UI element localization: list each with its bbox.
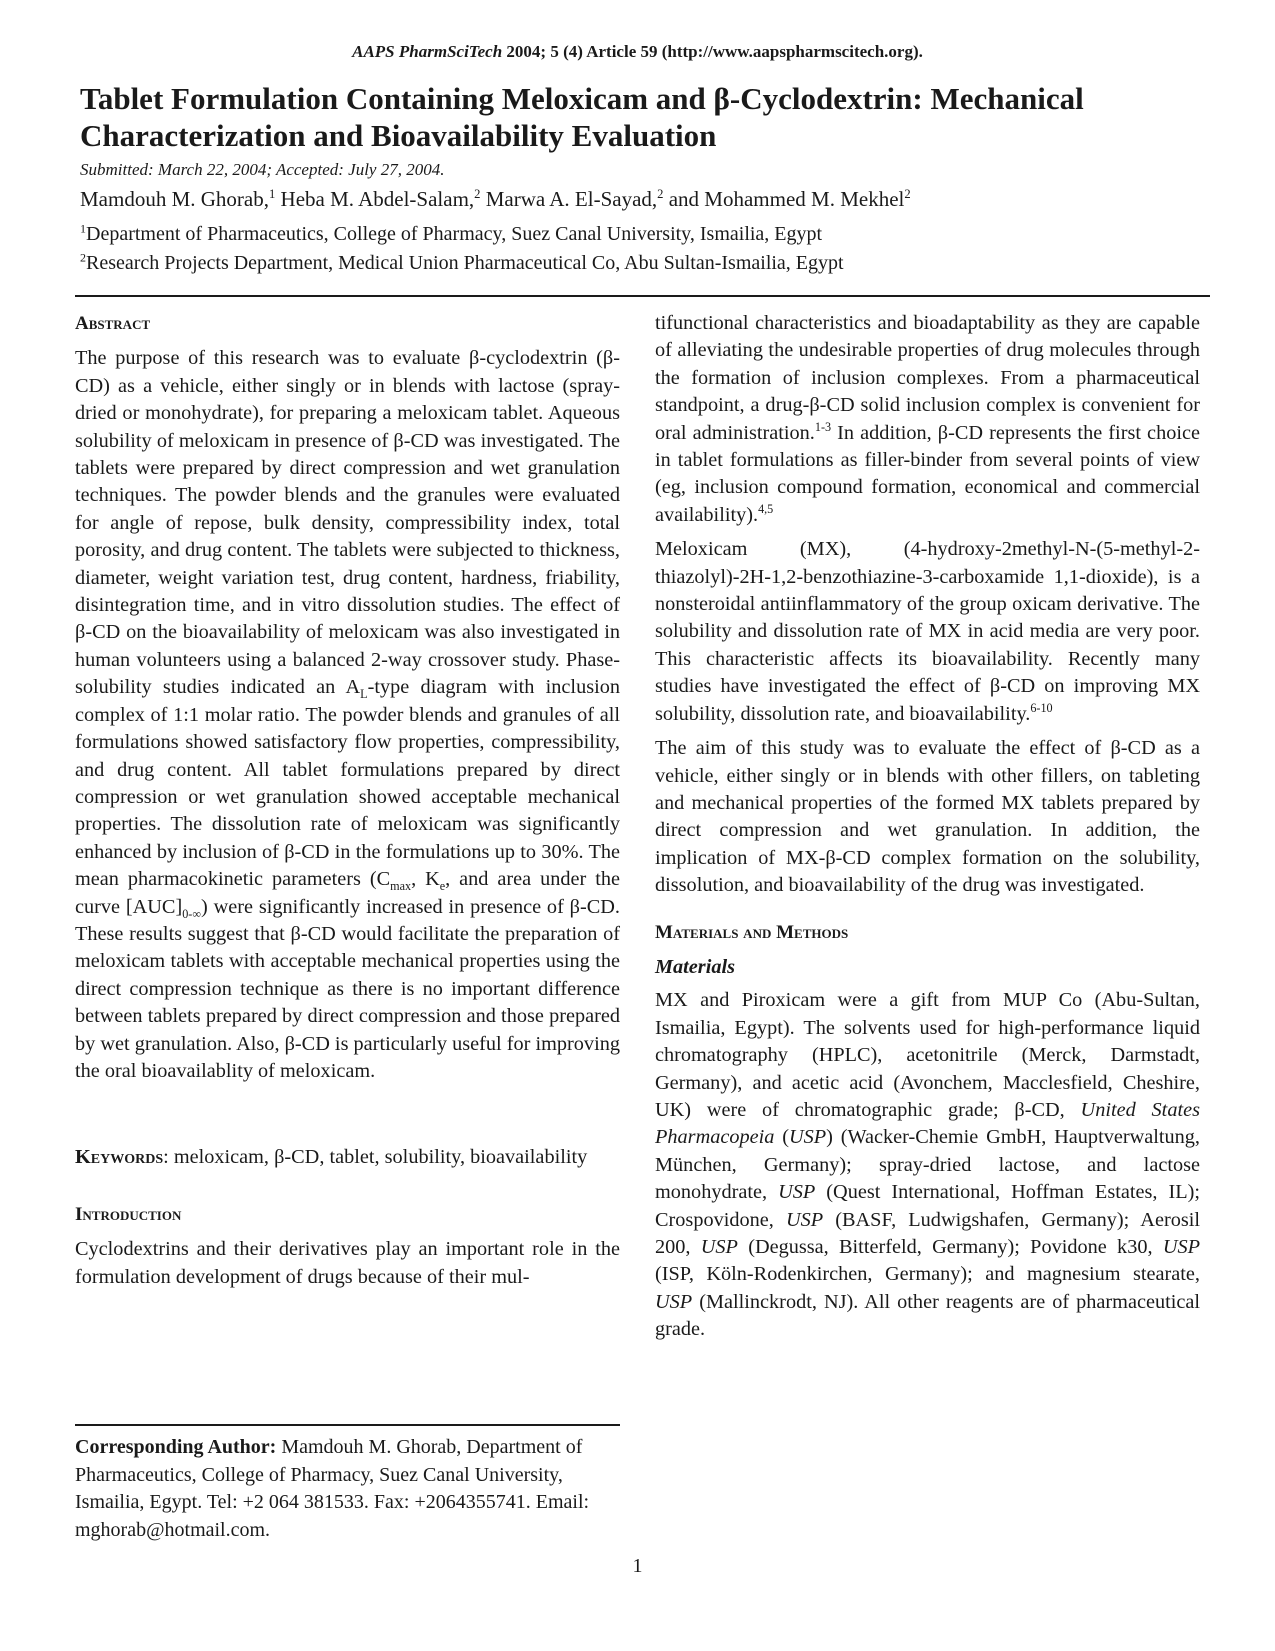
italic-term: USP bbox=[655, 1290, 693, 1313]
intro-text: tifunctional characteristics and bioadaptability as they are capable of alleviating the undesirable properties of drug molecules through the formation of inclusion complexes. From a pharmaceutical standpoint, a drug-β-CD solid inclusion complex is convenient for oral administration. bbox=[655, 312, 1200, 444]
intro-text: Meloxicam (MX), (4-hydroxy-2methyl-N-(5-methyl-2-thiazolyl)-2H-1,2-benzothiazine-3-carboxamide 1,1-dioxide), is a nonsteroidal antiinflammatory of the group oxicam derivative. The solubility and dissolution rate of MX in acid media are very poor. This characteristic affects its bioavailability. Recently many studies have investigated the effect of β-CD on improving MX solubility, dissolution rate, and bioavailability. bbox=[655, 538, 1200, 725]
page-number: 1 bbox=[632, 1555, 643, 1577]
spacer bbox=[75, 1179, 620, 1201]
spacer bbox=[75, 1092, 620, 1144]
corresponding-author-footnote bbox=[75, 1424, 620, 1544]
affiliation-mark: 2 bbox=[80, 250, 86, 265]
italic-term: USP bbox=[700, 1236, 738, 1258]
materials-subheading: Materials bbox=[655, 955, 736, 978]
intro-text: In addition, β-CD represents the first choice in tablet formulations as filler-binder from several points of view (eg, inclusion compound formation, economical and commercial availability). bbox=[655, 421, 1200, 526]
keywords-text: : meloxicam, β-CD, tablet, solubility, bioavailability bbox=[163, 1146, 588, 1169]
italic-term: USP bbox=[785, 1208, 824, 1231]
introduction-paragraph-2 bbox=[655, 536, 1200, 728]
left-column bbox=[75, 310, 620, 1298]
citation-ref: 6-10 bbox=[1030, 700, 1053, 715]
abstract-text: -type diagram with inclusion complex of 1:1 molar ratio. The powder blends and granules of all formulations showed satisfactory flow properties, compressibility, and drug content. All tablet formulations prepared by direct compression or wet granulation showed acceptable mechanical properties. The dissolution rate of meloxicam was significantly enhanced by inclusion of β-CD in the formulations up to 30%. The mean pharmacokinetic parameters (C bbox=[75, 676, 621, 891]
introduction-paragraph-3: The aim of this study was to evaluate the effect of β-CD as a vehicle, either singly or in blends with other fillers, on tableting and mechanical properties of the formed MX tablets prepared by direct compression and wet granulation. In addition, the implication of MX-β-CD complex formation on the solubility, dissolution, and bioavailability of the drug was investigated. bbox=[655, 737, 1200, 897]
subscript: e bbox=[439, 879, 446, 894]
author-list bbox=[80, 187, 911, 212]
methods-text: MX and Piroxicam were a gift from MUP Co (Abu-Sultan, Ismailia, Egypt). The solvents used for high-performance liquid chromatography (HPLC), acetonitrile (Merck, Darmstadt, Germany), and acetic acid (Avonchem, Macclesfield, Cheshire, UK) were of chromatographic grade; β-CD, bbox=[655, 989, 1200, 1121]
italic-term: USP bbox=[778, 1181, 816, 1204]
abstract-text: , K bbox=[411, 868, 440, 891]
italic-term: USP bbox=[788, 1126, 827, 1149]
author-affiliation-mark: 1 bbox=[268, 187, 276, 201]
methods-text: (Quest International, Hoffman Estates, IL); Crospovidone, bbox=[655, 1181, 1200, 1231]
methods-text: (BASF, Ludwigshafen, Germany); Aerosil 200, bbox=[655, 1208, 1200, 1258]
italic-term: USP bbox=[1162, 1236, 1201, 1258]
affiliation-text: Department of Pharmaceutics, College of Pharmacy, Suez Canal University, Ismailia, Egypt bbox=[86, 223, 823, 245]
citation-ref: 4,5 bbox=[758, 502, 774, 517]
abstract-text: ) were significantly increased in presence of β-CD. These results suggest that β-CD would facilitate the preparation of meloxicam tablets with acceptable mechanical properties using the direct compression technique as there is no important difference between tablets prepared by direct compression and those prepared by wet granulation. Also, β-CD is particularly useful for improving the oral bioavailablity of meloxicam. bbox=[75, 895, 620, 1082]
abstract-text: , and area under the curve [AUC] bbox=[75, 868, 620, 918]
introduction-paragraph-start: Cyclodextrins and their derivatives play an important role in the formulation development of drugs because of their mul- bbox=[75, 1238, 620, 1288]
subscript: L bbox=[360, 687, 368, 702]
methods-text: ( bbox=[774, 1126, 789, 1149]
affiliation-text: Research Projects Department, Medical Union Pharmaceutical Co, Abu Sultan-Ismailia, Egypt bbox=[86, 252, 844, 274]
abstract-text: The purpose of this research was to evaluate β-cyclodextrin (β-CD) as a vehicle, either singly or in blends with lactose (spray-dried or monohydrate), for preparing a meloxicam tablet. Aqueous solubility of meloxicam in presence of β-CD was investigated. The tablets were prepared by direct compression and wet granulation techniques. The powder blends and the granules were evaluated for angle of repose, bulk density, compressibility index, total porosity, and drug content. The tablets were subjected to thickness, diameter, weight variation test, drug content, hardness, friability, disintegration time, and in vitro dissolution studies. The effect of β-CD on the bioavailability of meloxicam was also investigated in human volunteers using a balanced 2-way crossover study. Phase-solubility studies indicated an A bbox=[75, 347, 620, 699]
submission-dates: Submitted: March 22, 2004; Accepted: July 27, 2004. bbox=[80, 160, 445, 179]
introduction-paragraph-cont bbox=[655, 310, 1200, 529]
paper-title: Tablet Formulation Containing Meloxicam and β-Cyclodextrin: Mechanical Characterization and Bioavailability Evaluation bbox=[80, 81, 1084, 153]
journal-header bbox=[0, 42, 1275, 62]
citation-ref: 1-3 bbox=[814, 419, 832, 434]
materials-paragraph bbox=[655, 987, 1200, 1343]
abstract-paragraph bbox=[75, 345, 620, 1085]
methods-text: (ISP, Köln-Rodenkirchen, Germany); and magnesium stearate, bbox=[655, 1263, 1200, 1286]
author-name: Heba M. Abdel-Salam, bbox=[275, 187, 475, 211]
corresponding-author-label: Corresponding Author: bbox=[75, 1436, 277, 1458]
author-affiliation-mark: 2 bbox=[657, 187, 664, 201]
affiliation-1 bbox=[80, 223, 822, 246]
journal-name: AAPS PharmSciTech bbox=[352, 42, 503, 61]
journal-citation: 2004; 5 (4) Article 59 (http://www.aapspharmscitech.org). bbox=[502, 42, 923, 61]
header-divider bbox=[75, 295, 1210, 297]
author-name: Marwa A. El-Sayad, bbox=[480, 187, 658, 211]
abstract-heading: Abstract bbox=[75, 313, 151, 334]
keywords bbox=[75, 1144, 620, 1171]
methods-text: (Degussa, Bitterfeld, Germany); Povidone k30, bbox=[737, 1236, 1163, 1258]
introduction-heading: Introduction bbox=[75, 1203, 182, 1225]
author-name: Mamdouh M. Ghorab, bbox=[80, 187, 269, 211]
methods-text: (Mallinckrodt, NJ). All other reagents are of pharmaceutical grade. bbox=[655, 1290, 1200, 1341]
keywords-label: Keywords bbox=[75, 1146, 164, 1169]
subscript: max bbox=[390, 879, 412, 894]
author-affiliation-mark: 2 bbox=[904, 187, 911, 201]
right-column bbox=[655, 310, 1200, 1351]
affiliation-mark: 1 bbox=[80, 221, 86, 236]
italic-term: United States Pharmacopeia bbox=[655, 1098, 1200, 1149]
author-affiliation-mark: 2 bbox=[474, 187, 481, 201]
methods-text: ) (Wacker-Chemie GmbH, Hauptverwaltung, München, Germany); spray-dried lactose, and lactose monohydrate, bbox=[655, 1126, 1201, 1204]
author-name: and Mohammed M. Mekhel bbox=[663, 187, 905, 211]
methods-heading: Materials and Methods bbox=[655, 921, 849, 943]
affiliation-2 bbox=[80, 252, 844, 275]
corresponding-author-text: Mamdouh M. Ghorab, Department of Pharmaceutics, College of Pharmacy, Suez Canal University, Ismailia, Egypt. Tel: +2 064 381533. Fax: +2064355741. Email: mghorab@hotmail.com. bbox=[75, 1436, 590, 1541]
subscript: 0-∞ bbox=[182, 906, 202, 921]
spacer bbox=[655, 907, 1200, 919]
